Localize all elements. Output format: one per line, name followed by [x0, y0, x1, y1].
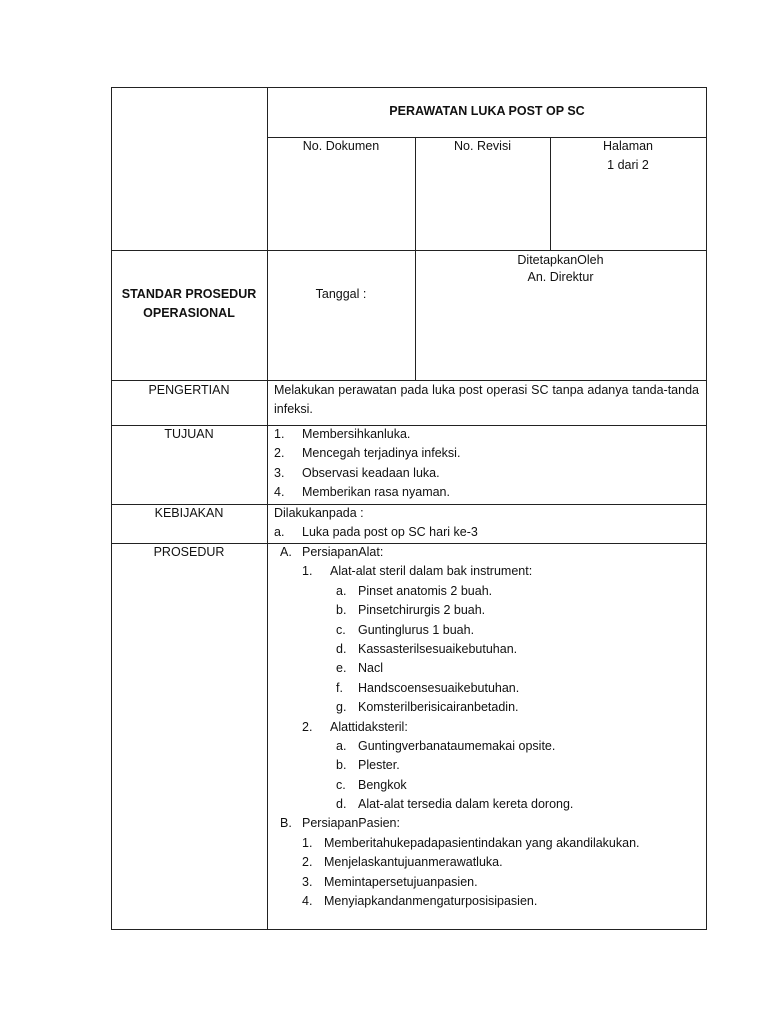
ditetapkan-line2: An. Direktur — [527, 270, 594, 284]
list-item: 3. Memintapersetujuanpasien. — [302, 874, 478, 889]
ditetapkan-line1: DitetapkanOleh — [517, 253, 604, 267]
list-item: 4. Menyiapkandanmengaturposisipasien. — [302, 894, 538, 909]
pengertian-text: Melakukan perawatan pada luka post operasi SC tanpa adanya tanda-tanda infeksi. — [274, 383, 699, 416]
list-item: a. Pinset anatomis 2 buah. — [336, 583, 493, 598]
pengertian-label: PENGERTIAN — [148, 383, 230, 397]
prosedur-label: PROSEDUR — [153, 545, 225, 559]
list-item: 1. Memberitahukepadapasientindakan yang akandilakukan. — [302, 835, 640, 850]
border-col1 — [267, 87, 268, 930]
tujuan-label: TUJUAN — [164, 427, 214, 441]
list-item: 4. Memberikan rasa nyaman. — [274, 485, 450, 500]
list-item: e. Nacl — [336, 661, 384, 676]
no-revisi-label: No. Revisi — [454, 139, 511, 153]
prosedur-section-a — [280, 543, 640, 911]
list-item: g. Komsterilberisicairanbetadin. — [336, 700, 519, 715]
no-dokumen-label: No. Dokumen — [302, 139, 380, 153]
subsection-heading: 2. Alattidaksteril: — [302, 719, 408, 734]
border-right — [706, 87, 707, 930]
kebijakan-label: KEBIJAKAN — [154, 506, 224, 520]
tujuan-list — [274, 425, 460, 503]
list-item: d. Kassasterilsesuaikebutuhan. — [336, 641, 518, 656]
border-bottom — [111, 929, 707, 930]
list-item: c. Bengkok — [336, 777, 407, 792]
spo-title-line1: STANDAR PROSEDUR — [121, 287, 257, 301]
list-item: 1. Membersihkanluka. — [274, 427, 411, 441]
list-item: a. Guntingverbanataumemakai opsite. — [336, 738, 556, 753]
subsection-heading: 1. Alat-alat steril dalam bak instrument: — [302, 564, 533, 579]
kebijakan-item: a. Luka pada post op SC hari ke-3 — [274, 525, 478, 539]
section-heading: A. PersiapanAlat: — [280, 545, 384, 559]
list-item: 3. Observasi keadaan luka. — [274, 465, 440, 480]
list-item: 2. Menjelaskantujuanmerawatluka. — [302, 855, 503, 870]
document-title: PERAWATAN LUKA POST OP SC — [389, 104, 585, 118]
list-item: f. Handscoensesuaikebutuhan. — [336, 680, 520, 695]
halaman-label: Halaman — [602, 139, 654, 153]
border-top — [111, 87, 707, 88]
list-item: d. Alat-alat tersedia dalam kereta dorong. — [336, 797, 574, 812]
halaman-value: 1 dari 2 — [607, 158, 649, 172]
list-item: 2. Mencegah terjadinya infeksi. — [274, 446, 461, 461]
tanggal-label: Tanggal : — [315, 287, 367, 301]
kebijakan-intro: Dilakukanpada : — [274, 506, 364, 520]
spo-title-line2: OPERASIONAL — [143, 306, 235, 320]
list-item: b. Plester. — [336, 758, 400, 773]
list-item: c. Guntinglurus 1 buah. — [336, 622, 475, 637]
list-item: b. Pinsetchirurgis 2 buah. — [336, 603, 486, 618]
section-heading: B. PersiapanPasien: — [280, 816, 400, 831]
